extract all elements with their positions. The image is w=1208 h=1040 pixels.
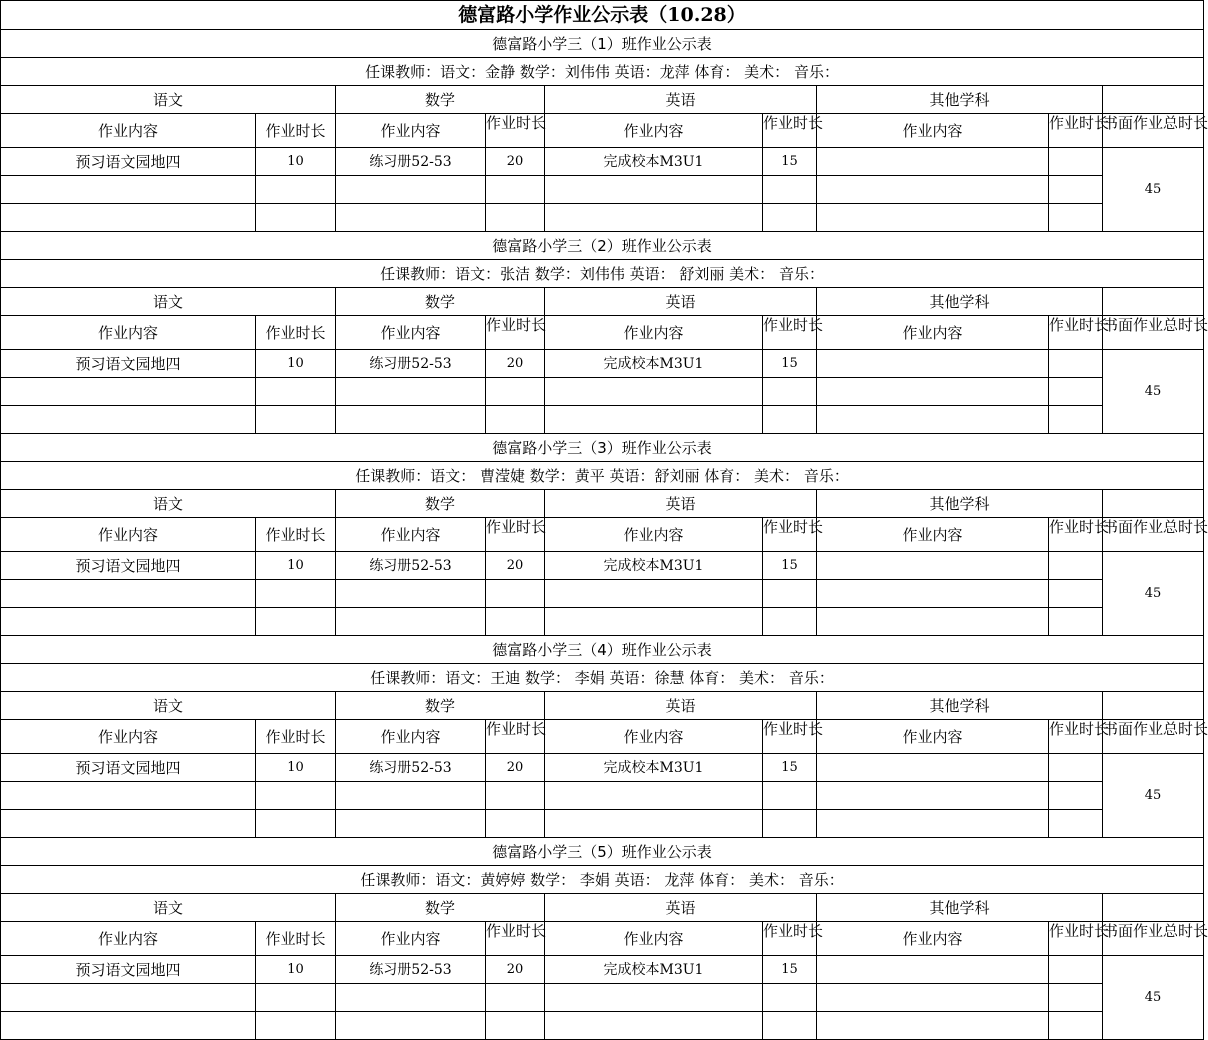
- header-math-duration: [486, 114, 545, 148]
- other-time: [1049, 552, 1103, 580]
- empty-cell: [256, 176, 336, 204]
- table-row: [1, 552, 1204, 580]
- empty-cell: [763, 406, 817, 434]
- other-task: [817, 754, 1049, 782]
- empty-cell: [1, 176, 256, 204]
- subject-english: 英语: [545, 490, 817, 518]
- header-math-content: 作业内容: [336, 114, 486, 148]
- subject-chinese: 语文: [1, 86, 336, 114]
- subject-english: 英语: [545, 86, 817, 114]
- class-title: 德富路小学三（4）班作业公示表: [1, 636, 1204, 664]
- empty-cell: [817, 580, 1049, 608]
- empty-cell: [1, 608, 256, 636]
- empty-cell: [1049, 984, 1103, 1012]
- empty-cell: [817, 378, 1049, 406]
- column-header-row: [1, 922, 1204, 956]
- empty-cell: [256, 810, 336, 838]
- empty-cell: [545, 580, 763, 608]
- header-english-duration: [763, 315, 824, 350]
- empty-cell: [256, 608, 336, 636]
- english-task: 完成校本M3U1: [545, 350, 763, 378]
- empty-cell: [817, 176, 1049, 204]
- other-time: [1049, 148, 1103, 176]
- teachers-info: 任课教师：语文：张洁 数学：刘伟伟 英语： 舒刘丽 美术： 音乐：: [1, 260, 1204, 288]
- teachers-info: 任课教师：语文： 曹滢婕 数学：黄平 英语：舒刘丽 体育： 美术： 音乐：: [1, 462, 1204, 490]
- empty-cell: [817, 984, 1049, 1012]
- empty-cell: [486, 608, 545, 636]
- subject-math: 数学: [336, 86, 545, 114]
- chinese-task: 预习语文园地四: [1, 350, 256, 378]
- empty-cell: [486, 984, 545, 1012]
- math-time: 20: [486, 956, 545, 984]
- total-duration: 45: [1103, 552, 1204, 636]
- subject-other: 其他学科: [817, 894, 1103, 922]
- math-time: 20: [486, 754, 545, 782]
- total-duration: 45: [1103, 350, 1204, 434]
- empty-cell: [256, 378, 336, 406]
- subject-header-row: [1, 490, 1204, 518]
- teachers-row: [1, 866, 1204, 894]
- empty-cell: [486, 580, 545, 608]
- empty-cell: [486, 406, 545, 434]
- header-math-duration-text: 作业时长: [486, 113, 547, 132]
- header-chinese-content: 作业内容: [1, 114, 256, 148]
- header-math-duration-text: 作业时长: [486, 719, 547, 738]
- header-other-duration-text: 作业时长: [1049, 315, 1110, 334]
- header-math-duration: [486, 518, 545, 552]
- empty-cell: [1, 406, 256, 434]
- empty-cell: [763, 1012, 817, 1040]
- subject-other: 其他学科: [817, 692, 1103, 720]
- empty-cell: [336, 406, 486, 434]
- empty-cell: [256, 1012, 336, 1040]
- header-english-duration: [763, 921, 824, 956]
- header-total-text: 书面作业总时长: [1103, 719, 1208, 738]
- english-task: 完成校本M3U1: [545, 552, 763, 580]
- header-english-content: 作业内容: [545, 518, 763, 552]
- empty-cell: [336, 782, 486, 810]
- table-row: [1, 350, 1204, 378]
- english-time: 15: [763, 350, 817, 378]
- column-header-row: [1, 518, 1204, 552]
- empty-cell: [763, 984, 817, 1012]
- subject-chinese: 语文: [1, 490, 336, 518]
- table-row: [1, 148, 1204, 176]
- table-body: [1, 1, 1208, 1040]
- empty-cell: [1, 1012, 256, 1040]
- subject-other: 其他学科: [817, 288, 1103, 316]
- page-title: 德富路小学作业公示表（10.28）: [1, 1, 1204, 30]
- empty-cell: [763, 204, 817, 232]
- empty-cell: [336, 580, 486, 608]
- subject-english: 英语: [545, 692, 817, 720]
- empty-cell: [1049, 810, 1103, 838]
- subject-other: 其他学科: [817, 490, 1103, 518]
- header-total: [1103, 315, 1208, 350]
- empty-cell: [545, 608, 763, 636]
- empty-cell: [336, 1012, 486, 1040]
- subject-header-row: [1, 692, 1204, 720]
- header-english-duration-text: 作业时长: [763, 113, 824, 132]
- header-total-text: 书面作业总时长: [1103, 517, 1208, 536]
- class-title: 德富路小学三（3）班作业公示表: [1, 434, 1204, 462]
- empty-cell: [1049, 580, 1103, 608]
- other-time: [1049, 754, 1103, 782]
- header-other-duration-text: 作业时长: [1049, 921, 1110, 940]
- empty-cell: [763, 580, 817, 608]
- total-duration: 45: [1103, 956, 1204, 1040]
- other-task: [817, 350, 1049, 378]
- header-english-content: 作业内容: [545, 316, 763, 350]
- table-row: [1, 608, 1204, 636]
- header-total-text: 书面作业总时长: [1103, 921, 1208, 940]
- header-chinese-content: 作业内容: [1, 720, 256, 754]
- empty-cell: [1049, 378, 1103, 406]
- table-row: [1, 378, 1204, 406]
- header-english-duration-text: 作业时长: [763, 921, 824, 940]
- empty-cell: [336, 176, 486, 204]
- header-other-duration: [1049, 315, 1110, 350]
- header-other-duration-text: 作业时长: [1049, 113, 1110, 132]
- chinese-time: 10: [256, 754, 336, 782]
- header-other-content: 作业内容: [817, 114, 1049, 148]
- teachers-row: [1, 260, 1204, 288]
- header-math-duration: [486, 720, 545, 754]
- subject-english: 英语: [545, 288, 817, 316]
- table-row: [1, 754, 1204, 782]
- empty-cell: [1, 810, 256, 838]
- header-other-duration-text: 作业时长: [1049, 719, 1110, 738]
- header-chinese-content: 作业内容: [1, 316, 256, 350]
- other-task: [817, 956, 1049, 984]
- empty-cell: [817, 608, 1049, 636]
- header-chinese-duration: 作业时长: [256, 922, 336, 956]
- empty-cell: [763, 378, 817, 406]
- table-row: [1, 810, 1204, 838]
- column-header-row: [1, 316, 1204, 350]
- teachers-row: [1, 664, 1204, 692]
- subject-math: 数学: [336, 490, 545, 518]
- empty-cell: [545, 810, 763, 838]
- header-chinese-duration: 作业时长: [256, 518, 336, 552]
- subject-math: 数学: [336, 288, 545, 316]
- class-title: 德富路小学三（5）班作业公示表: [1, 838, 1204, 866]
- table-row: [1, 204, 1204, 232]
- header-chinese-content: 作业内容: [1, 922, 256, 956]
- empty-cell: [545, 984, 763, 1012]
- header-math-content: 作业内容: [336, 922, 486, 956]
- empty-cell: [256, 406, 336, 434]
- other-task: [817, 148, 1049, 176]
- empty-cell: [763, 782, 817, 810]
- table-row: [1, 782, 1204, 810]
- header-chinese-content: 作业内容: [1, 518, 256, 552]
- chinese-time: 10: [256, 350, 336, 378]
- class-title-row: [1, 434, 1204, 462]
- teachers-info: 任课教师：语文：黄婷婷 数学： 李娟 英语： 龙萍 体育： 美术： 音乐：: [1, 866, 1204, 894]
- empty-cell: [256, 204, 336, 232]
- class-title: 德富路小学三（2）班作业公示表: [1, 232, 1204, 260]
- header-total: [1103, 113, 1208, 148]
- header-other-duration-text: 作业时长: [1049, 517, 1110, 536]
- header-total-text: 书面作业总时长: [1103, 315, 1208, 334]
- empty-cell: [763, 176, 817, 204]
- header-math-content: 作业内容: [336, 316, 486, 350]
- empty-cell: [545, 782, 763, 810]
- header-chinese-duration: 作业时长: [256, 316, 336, 350]
- empty-cell: [256, 984, 336, 1012]
- empty-cell: [545, 378, 763, 406]
- header-total: [1103, 719, 1208, 754]
- header-other-content: 作业内容: [817, 720, 1049, 754]
- header-math-duration: [486, 316, 545, 350]
- empty-cell: [1, 580, 256, 608]
- math-time: 20: [486, 552, 545, 580]
- chinese-task: 预习语文园地四: [1, 754, 256, 782]
- table-row: [1, 984, 1204, 1012]
- empty-cell: [1049, 204, 1103, 232]
- empty-cell: [486, 1012, 545, 1040]
- header-chinese-duration: 作业时长: [256, 720, 336, 754]
- empty-cell: [256, 782, 336, 810]
- empty-cell: [486, 810, 545, 838]
- empty-cell: [817, 204, 1049, 232]
- empty-cell: [1, 378, 256, 406]
- math-task: 练习册52-53: [336, 754, 486, 782]
- header-total: [1103, 921, 1208, 956]
- empty-cell: [545, 176, 763, 204]
- header-math-duration-text: 作业时长: [486, 921, 547, 940]
- chinese-task: 预习语文园地四: [1, 552, 256, 580]
- class-title-row: [1, 636, 1204, 664]
- empty-cell: [1, 984, 256, 1012]
- header-english-content: 作业内容: [545, 922, 763, 956]
- empty-cell: [817, 810, 1049, 838]
- header-other-duration: [1049, 921, 1110, 956]
- total-duration: 45: [1103, 754, 1204, 838]
- empty-cell: [336, 984, 486, 1012]
- english-time: 15: [763, 754, 817, 782]
- empty-cell: [817, 782, 1049, 810]
- empty-cell: [817, 406, 1049, 434]
- empty-cell: [336, 204, 486, 232]
- subject-header-row: [1, 894, 1204, 922]
- empty-cell: [486, 378, 545, 406]
- table-row: [1, 176, 1204, 204]
- class-title: 德富路小学三（1）班作业公示表: [1, 30, 1204, 58]
- empty-cell: [1049, 782, 1103, 810]
- chinese-task: 预习语文园地四: [1, 148, 256, 176]
- math-task: 练习册52-53: [336, 956, 486, 984]
- table-row: [1, 956, 1204, 984]
- teachers-row: [1, 58, 1204, 86]
- header-english-duration: [763, 719, 824, 754]
- subject-math: 数学: [336, 894, 545, 922]
- subject-math: 数学: [336, 692, 545, 720]
- subject-header-row: [1, 288, 1204, 316]
- header-math-content: 作业内容: [336, 518, 486, 552]
- header-other-content: 作业内容: [817, 316, 1049, 350]
- blank-cell: [1103, 490, 1204, 518]
- empty-cell: [336, 810, 486, 838]
- header-math-duration: [486, 922, 545, 956]
- subject-other: 其他学科: [817, 86, 1103, 114]
- empty-cell: [1, 782, 256, 810]
- header-chinese-duration: 作业时长: [256, 114, 336, 148]
- subject-header-row: [1, 86, 1204, 114]
- empty-cell: [486, 204, 545, 232]
- header-math-duration-text: 作业时长: [486, 315, 547, 334]
- header-other-duration: [1049, 517, 1110, 552]
- math-task: 练习册52-53: [336, 148, 486, 176]
- chinese-time: 10: [256, 552, 336, 580]
- header-english-duration-text: 作业时长: [763, 315, 824, 334]
- empty-cell: [763, 608, 817, 636]
- empty-cell: [336, 378, 486, 406]
- header-total-text: 书面作业总时长: [1103, 113, 1208, 132]
- header-other-duration: [1049, 113, 1110, 148]
- header-english-content: 作业内容: [545, 114, 763, 148]
- header-math-content: 作业内容: [336, 720, 486, 754]
- teachers-info: 任课教师：语文：金静 数学：刘伟伟 英语：龙萍 体育： 美术： 音乐：: [1, 58, 1204, 86]
- blank-cell: [1103, 86, 1204, 114]
- blank-cell: [1103, 894, 1204, 922]
- header-other-duration: [1049, 719, 1110, 754]
- column-header-row: [1, 720, 1204, 754]
- title-row: [1, 1, 1204, 30]
- english-task: 完成校本M3U1: [545, 754, 763, 782]
- other-time: [1049, 350, 1103, 378]
- empty-cell: [256, 580, 336, 608]
- empty-cell: [817, 1012, 1049, 1040]
- header-total: [1103, 517, 1208, 552]
- table-row: [1, 406, 1204, 434]
- subject-english: 英语: [545, 894, 817, 922]
- english-time: 15: [763, 956, 817, 984]
- empty-cell: [545, 1012, 763, 1040]
- empty-cell: [545, 204, 763, 232]
- class-title-row: [1, 232, 1204, 260]
- empty-cell: [1049, 176, 1103, 204]
- subject-chinese: 语文: [1, 894, 336, 922]
- english-task: 完成校本M3U1: [545, 148, 763, 176]
- english-time: 15: [763, 552, 817, 580]
- math-time: 20: [486, 148, 545, 176]
- math-task: 练习册52-53: [336, 350, 486, 378]
- other-task: [817, 552, 1049, 580]
- chinese-task: 预习语文园地四: [1, 956, 256, 984]
- empty-cell: [1049, 1012, 1103, 1040]
- english-time: 15: [763, 148, 817, 176]
- english-task: 完成校本M3U1: [545, 956, 763, 984]
- subject-chinese: 语文: [1, 692, 336, 720]
- math-time: 20: [486, 350, 545, 378]
- empty-cell: [1049, 406, 1103, 434]
- empty-cell: [545, 406, 763, 434]
- header-english-duration-text: 作业时长: [763, 719, 824, 738]
- header-english-content: 作业内容: [545, 720, 763, 754]
- class-title-row: [1, 30, 1204, 58]
- class-title-row: [1, 838, 1204, 866]
- total-duration: 45: [1103, 148, 1204, 232]
- table-row: [1, 580, 1204, 608]
- math-task: 练习册52-53: [336, 552, 486, 580]
- empty-cell: [763, 810, 817, 838]
- empty-cell: [486, 782, 545, 810]
- column-header-row: [1, 114, 1204, 148]
- header-english-duration: [763, 517, 824, 552]
- teachers-info: 任课教师：语文：王迪 数学： 李娟 英语：徐慧 体育： 美术： 音乐：: [1, 664, 1204, 692]
- empty-cell: [486, 176, 545, 204]
- blank-cell: [1103, 288, 1204, 316]
- header-english-duration-text: 作业时长: [763, 517, 824, 536]
- header-other-content: 作业内容: [817, 922, 1049, 956]
- header-math-duration-text: 作业时长: [486, 517, 547, 536]
- blank-cell: [1103, 692, 1204, 720]
- chinese-time: 10: [256, 148, 336, 176]
- other-time: [1049, 956, 1103, 984]
- subject-chinese: 语文: [1, 288, 336, 316]
- empty-cell: [336, 608, 486, 636]
- chinese-time: 10: [256, 956, 336, 984]
- table-row: [1, 1012, 1204, 1040]
- header-english-duration: [763, 113, 824, 148]
- empty-cell: [1, 204, 256, 232]
- header-other-content: 作业内容: [817, 518, 1049, 552]
- empty-cell: [1049, 608, 1103, 636]
- teachers-row: [1, 462, 1204, 490]
